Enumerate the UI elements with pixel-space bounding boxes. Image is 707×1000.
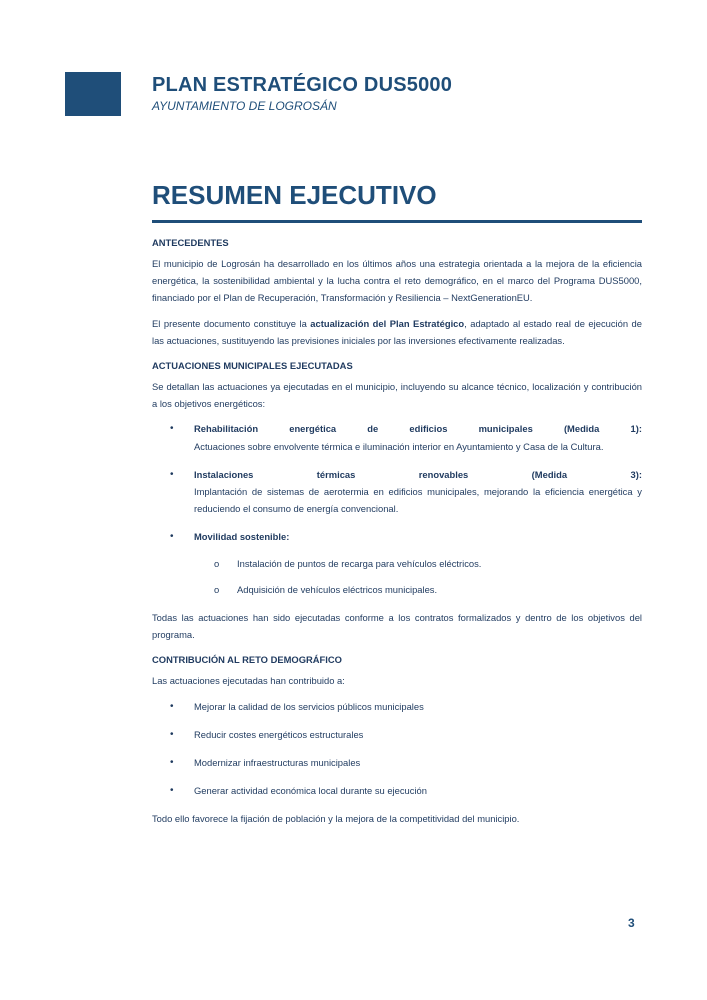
title-underline: [152, 220, 642, 223]
item-description: Actuaciones sobre envolvente térmica e iluminación interior en Ayuntamiento y Casa de la Cultura.: [194, 440, 604, 452]
list-item-text: Reducir costes energéticos estructurales: [194, 728, 364, 740]
section-title: RESUMEN EJECUTIVO: [152, 180, 437, 210]
heading-actuaciones: ACTUACIONES MUNICIPALES EJECUTADAS: [152, 360, 353, 372]
bullet-icon: •: [170, 785, 174, 797]
sublist-item: [194, 581, 642, 598]
header-color-block: [65, 72, 121, 116]
list-item: [152, 420, 642, 454]
sublist-item: [194, 555, 642, 572]
title-word: Instalaciones: [194, 468, 254, 480]
bullet-icon: •: [170, 468, 174, 480]
p2-text-start: El presente documento constituye la: [152, 317, 311, 329]
item-description: Implantación de sistemas de aerotermia en edificios municipales, mejorando la eficiencia energética y reduciendo el consumo de energía convencional.: [194, 486, 642, 515]
item-title-movilidad: Movilidad sostenible:: [194, 531, 290, 543]
bullet-icon: •: [170, 700, 174, 712]
title-word: (Medida: [531, 468, 568, 480]
document-subtitle: AYUNTAMIENTO DE LOGROSÁN: [152, 99, 337, 113]
movilidad-sublist: [194, 555, 642, 598]
item-title-rehabilitacion: [194, 420, 642, 437]
title-word: (Medida: [563, 423, 600, 435]
bullet-icon: •: [170, 757, 174, 769]
paragraph-actuaciones-intro: Se detallan las actuaciones ya ejecutadas en el municipio, incluyendo su alcance técnico, localización y contribución a los objetivos energéticos:: [152, 381, 642, 410]
document-body: [152, 234, 642, 836]
item-title-instalaciones: [194, 466, 642, 483]
reto-list: [152, 698, 642, 800]
title-word: edificios: [409, 423, 448, 435]
bullet-icon: •: [170, 423, 174, 435]
title-word: 1):: [630, 423, 642, 435]
bullet-icon: •: [170, 728, 174, 740]
paragraph-actuaciones-closing: Todas las actuaciones han sido ejecutadas conforme a los contratos formalizados y dentro de los objetivos del programa.: [152, 612, 642, 641]
title-word: energética: [289, 423, 337, 435]
p2-text-bold: actualización del Plan Estratégico: [310, 317, 465, 329]
list-item: [152, 726, 642, 743]
sublist-item-text: Instalación de puntos de recarga para vehículos eléctricos.: [237, 557, 482, 569]
circle-bullet-icon: o: [214, 557, 220, 569]
title-word: Rehabilitación: [194, 423, 259, 435]
paragraph-reto-intro: Las actuaciones ejecutadas han contribuido a:: [152, 675, 345, 687]
p2-text-end: , adaptado al estado real de ejecución de las actuaciones, sustituyendo las previsiones iniciales por las inversiones efectivamente realizadas.: [152, 317, 642, 346]
list-item: [152, 466, 642, 518]
list-item-text: Mejorar la calidad de los servicios públicos municipales: [194, 700, 424, 712]
bullet-icon: •: [170, 531, 174, 543]
paragraph-reto-closing: Todo ello favorece la fijación de población y la mejora de la competitividad del municipio.: [152, 813, 520, 825]
list-item-text: Generar actividad económica local durante su ejecución: [194, 785, 427, 797]
sublist-item-text: Adquisición de vehículos eléctricos municipales.: [237, 583, 438, 595]
paragraph-antecedentes-1: El municipio de Logrosán ha desarrollado en los últimos años una estrategia orientada a la mejora de la eficiencia energética, la sostenibilidad ambiental y la lucha contra el reto demográfico, en el marco del Programa DUS5000, financiado por el Plan de Recuperación, Transformación y Resiliencia – NextGenerationEU.: [152, 258, 642, 304]
paragraph-antecedentes-2: [152, 315, 642, 349]
title-word: 3):: [630, 468, 642, 480]
heading-antecedentes: ANTECEDENTES: [152, 237, 229, 248]
title-word: de: [367, 423, 379, 435]
title-word: térmicas: [316, 468, 356, 480]
document-title: PLAN ESTRATÉGICO DUS5000: [152, 74, 453, 96]
page-number: 3: [628, 916, 635, 930]
actuaciones-list: [152, 420, 642, 598]
title-word: municipales: [478, 423, 533, 435]
heading-reto-demografico: CONTRIBUCIÓN AL RETO DEMOGRÁFICO: [152, 654, 342, 666]
list-item: [152, 698, 642, 715]
list-item-text: Modernizar infraestructuras municipales: [194, 757, 361, 769]
circle-bullet-icon: o: [214, 583, 220, 595]
list-item: [152, 754, 642, 771]
title-word: renovables: [418, 468, 469, 480]
list-item: [152, 528, 642, 598]
list-item: [152, 782, 642, 799]
